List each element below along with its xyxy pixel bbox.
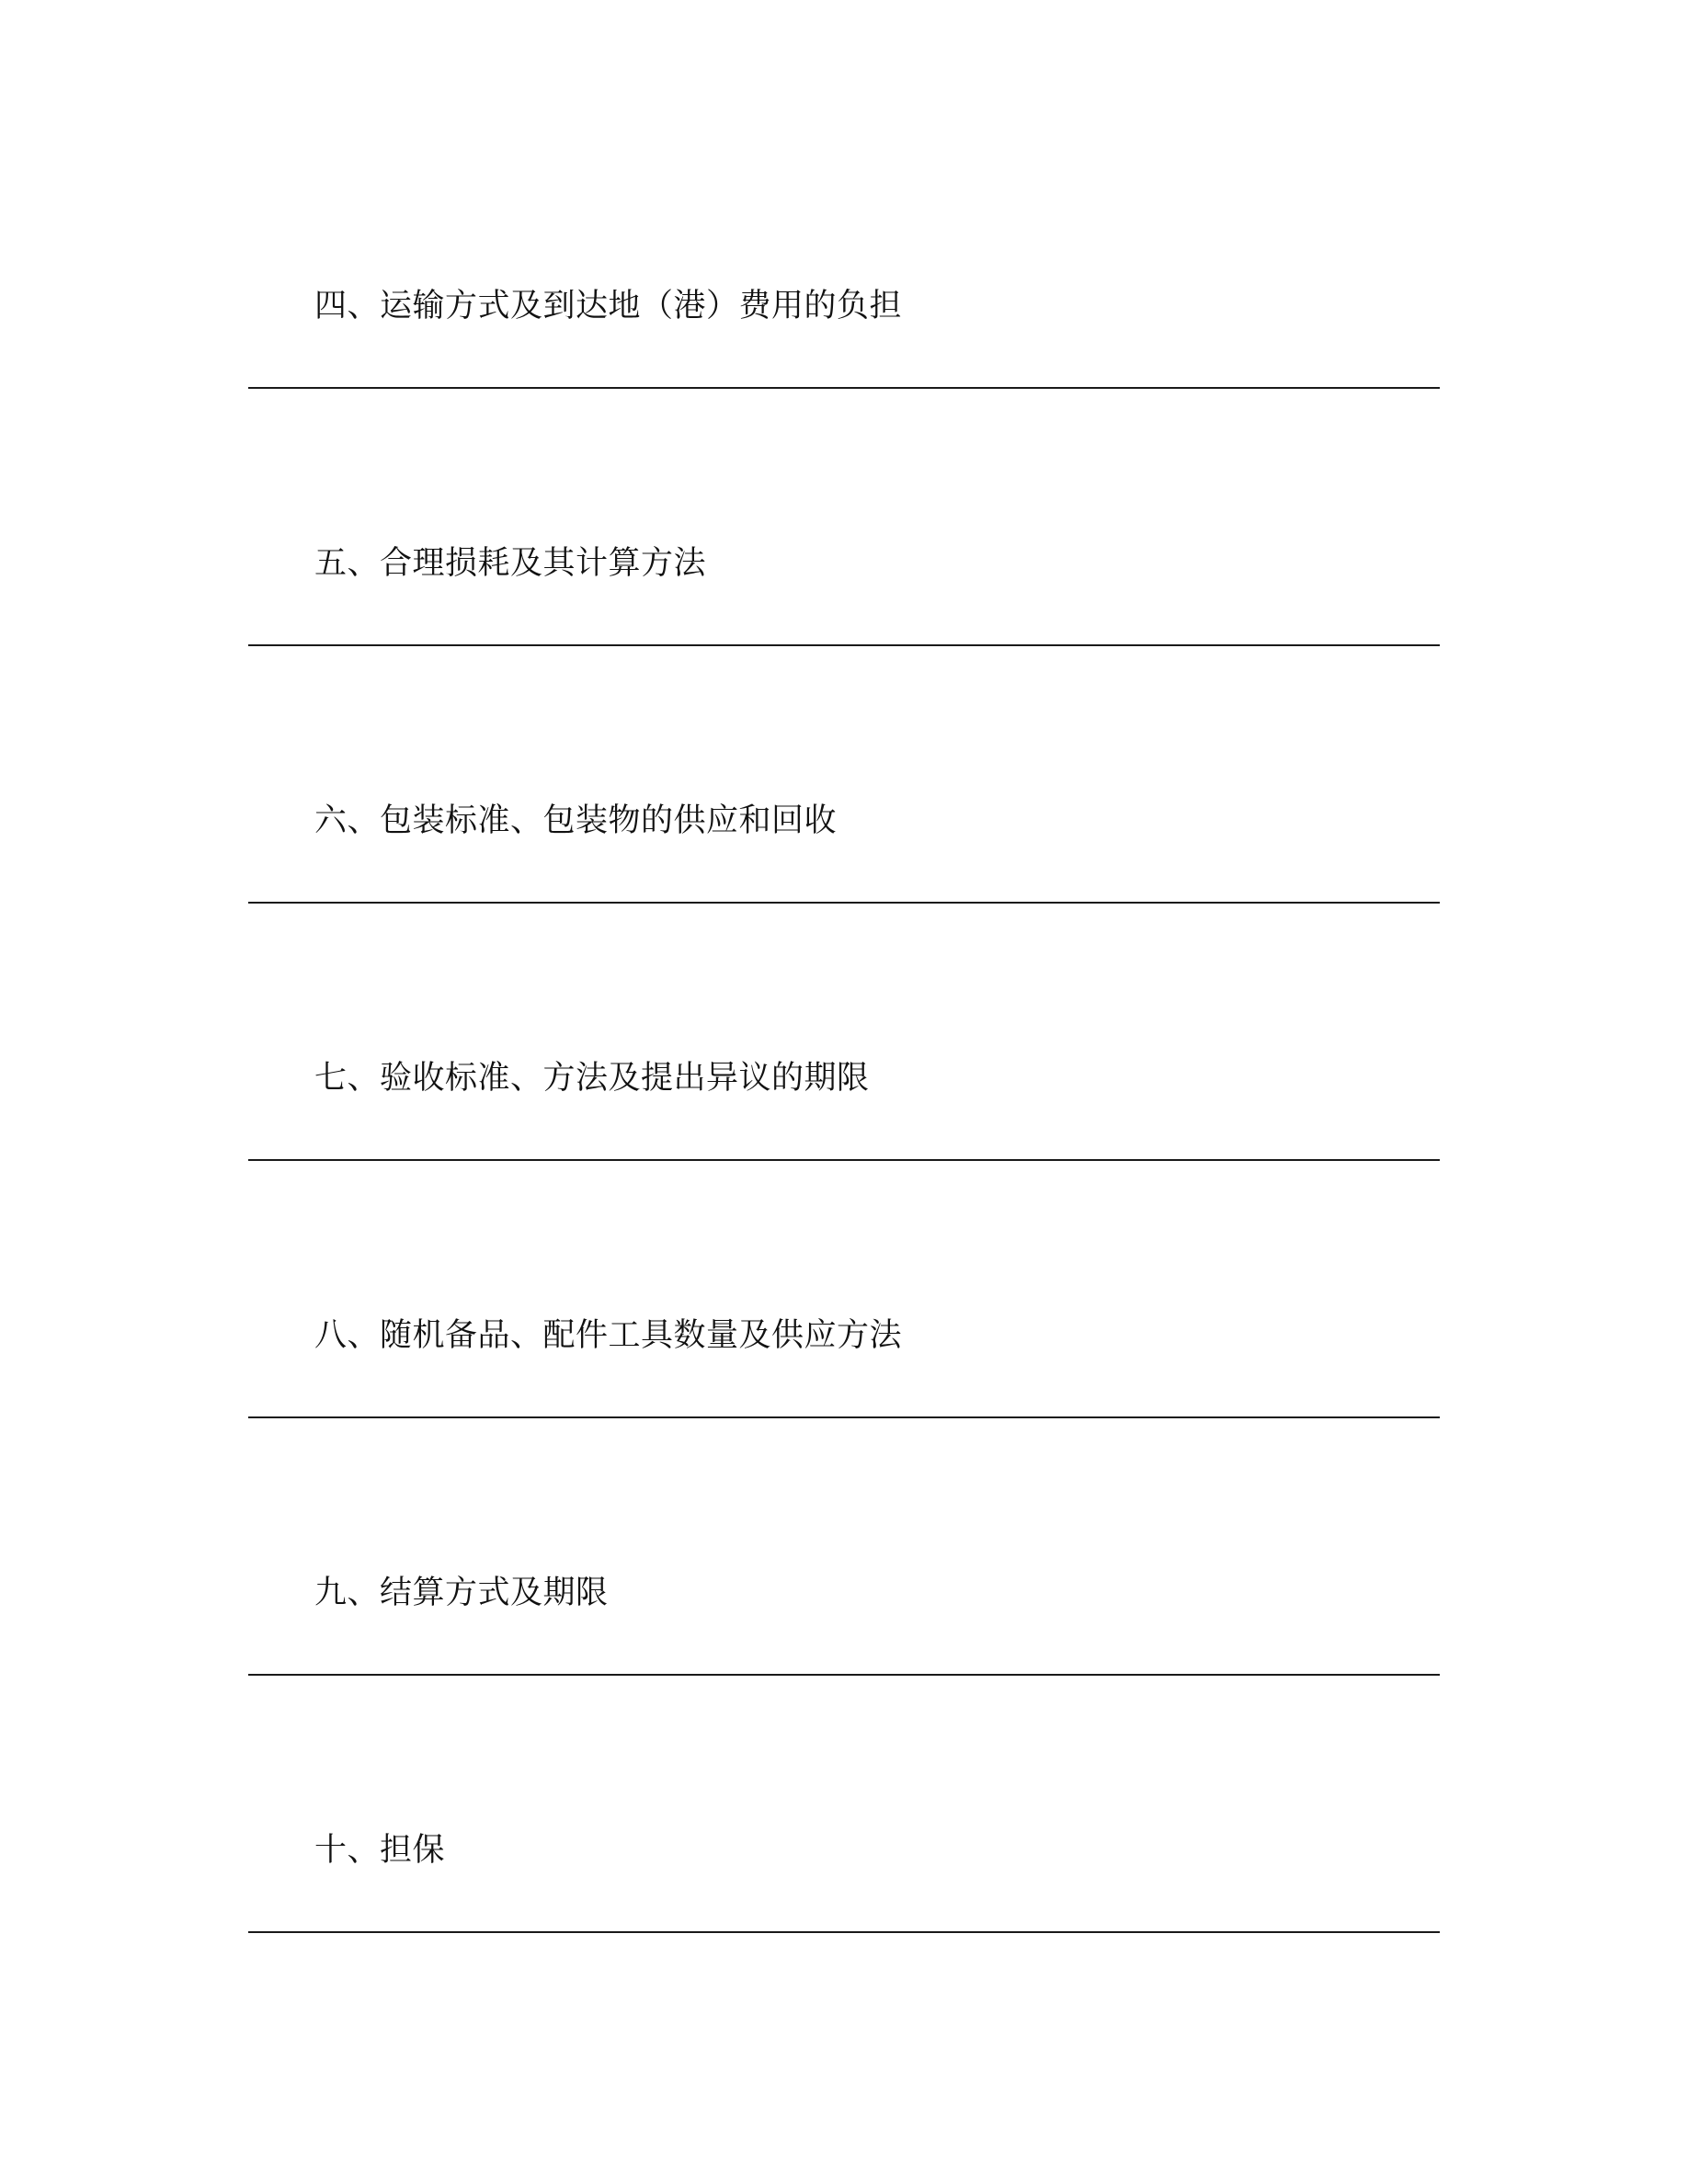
fill-in-line[interactable]	[248, 1931, 1440, 1933]
clause-heading: 六、包装标准、包装物的供应和回收	[314, 802, 838, 839]
clause-transport-section	[0, 284, 1688, 541]
clause-loss-section	[0, 541, 1688, 799]
clause-heading: 五、合理损耗及其计算方法	[314, 545, 707, 582]
clause-acceptance-section	[0, 1056, 1688, 1314]
clause-heading: 十、担保	[314, 1832, 446, 1869]
fill-in-line[interactable]	[248, 1674, 1440, 1676]
clause-heading: 七、验收标准、方法及提出异议的期限	[314, 1060, 870, 1097]
clause-heading: 九、结算方式及期限	[314, 1575, 609, 1611]
fill-in-line[interactable]	[248, 1416, 1440, 1418]
clause-heading: 四、运输方式及到达地（港）费用的负担	[314, 288, 903, 324]
clause-settlement-section	[0, 1571, 1688, 1828]
clause-heading: 八、随机备品、配件工具数量及供应方法	[314, 1317, 903, 1354]
clause-spare-parts-section	[0, 1314, 1688, 1571]
clause-packaging-section	[0, 799, 1688, 1056]
fill-in-line[interactable]	[248, 644, 1440, 646]
fill-in-line[interactable]	[248, 1159, 1440, 1161]
fill-in-line[interactable]	[248, 387, 1440, 389]
clause-guarantee-section	[0, 1828, 1688, 2086]
fill-in-line[interactable]	[248, 902, 1440, 904]
